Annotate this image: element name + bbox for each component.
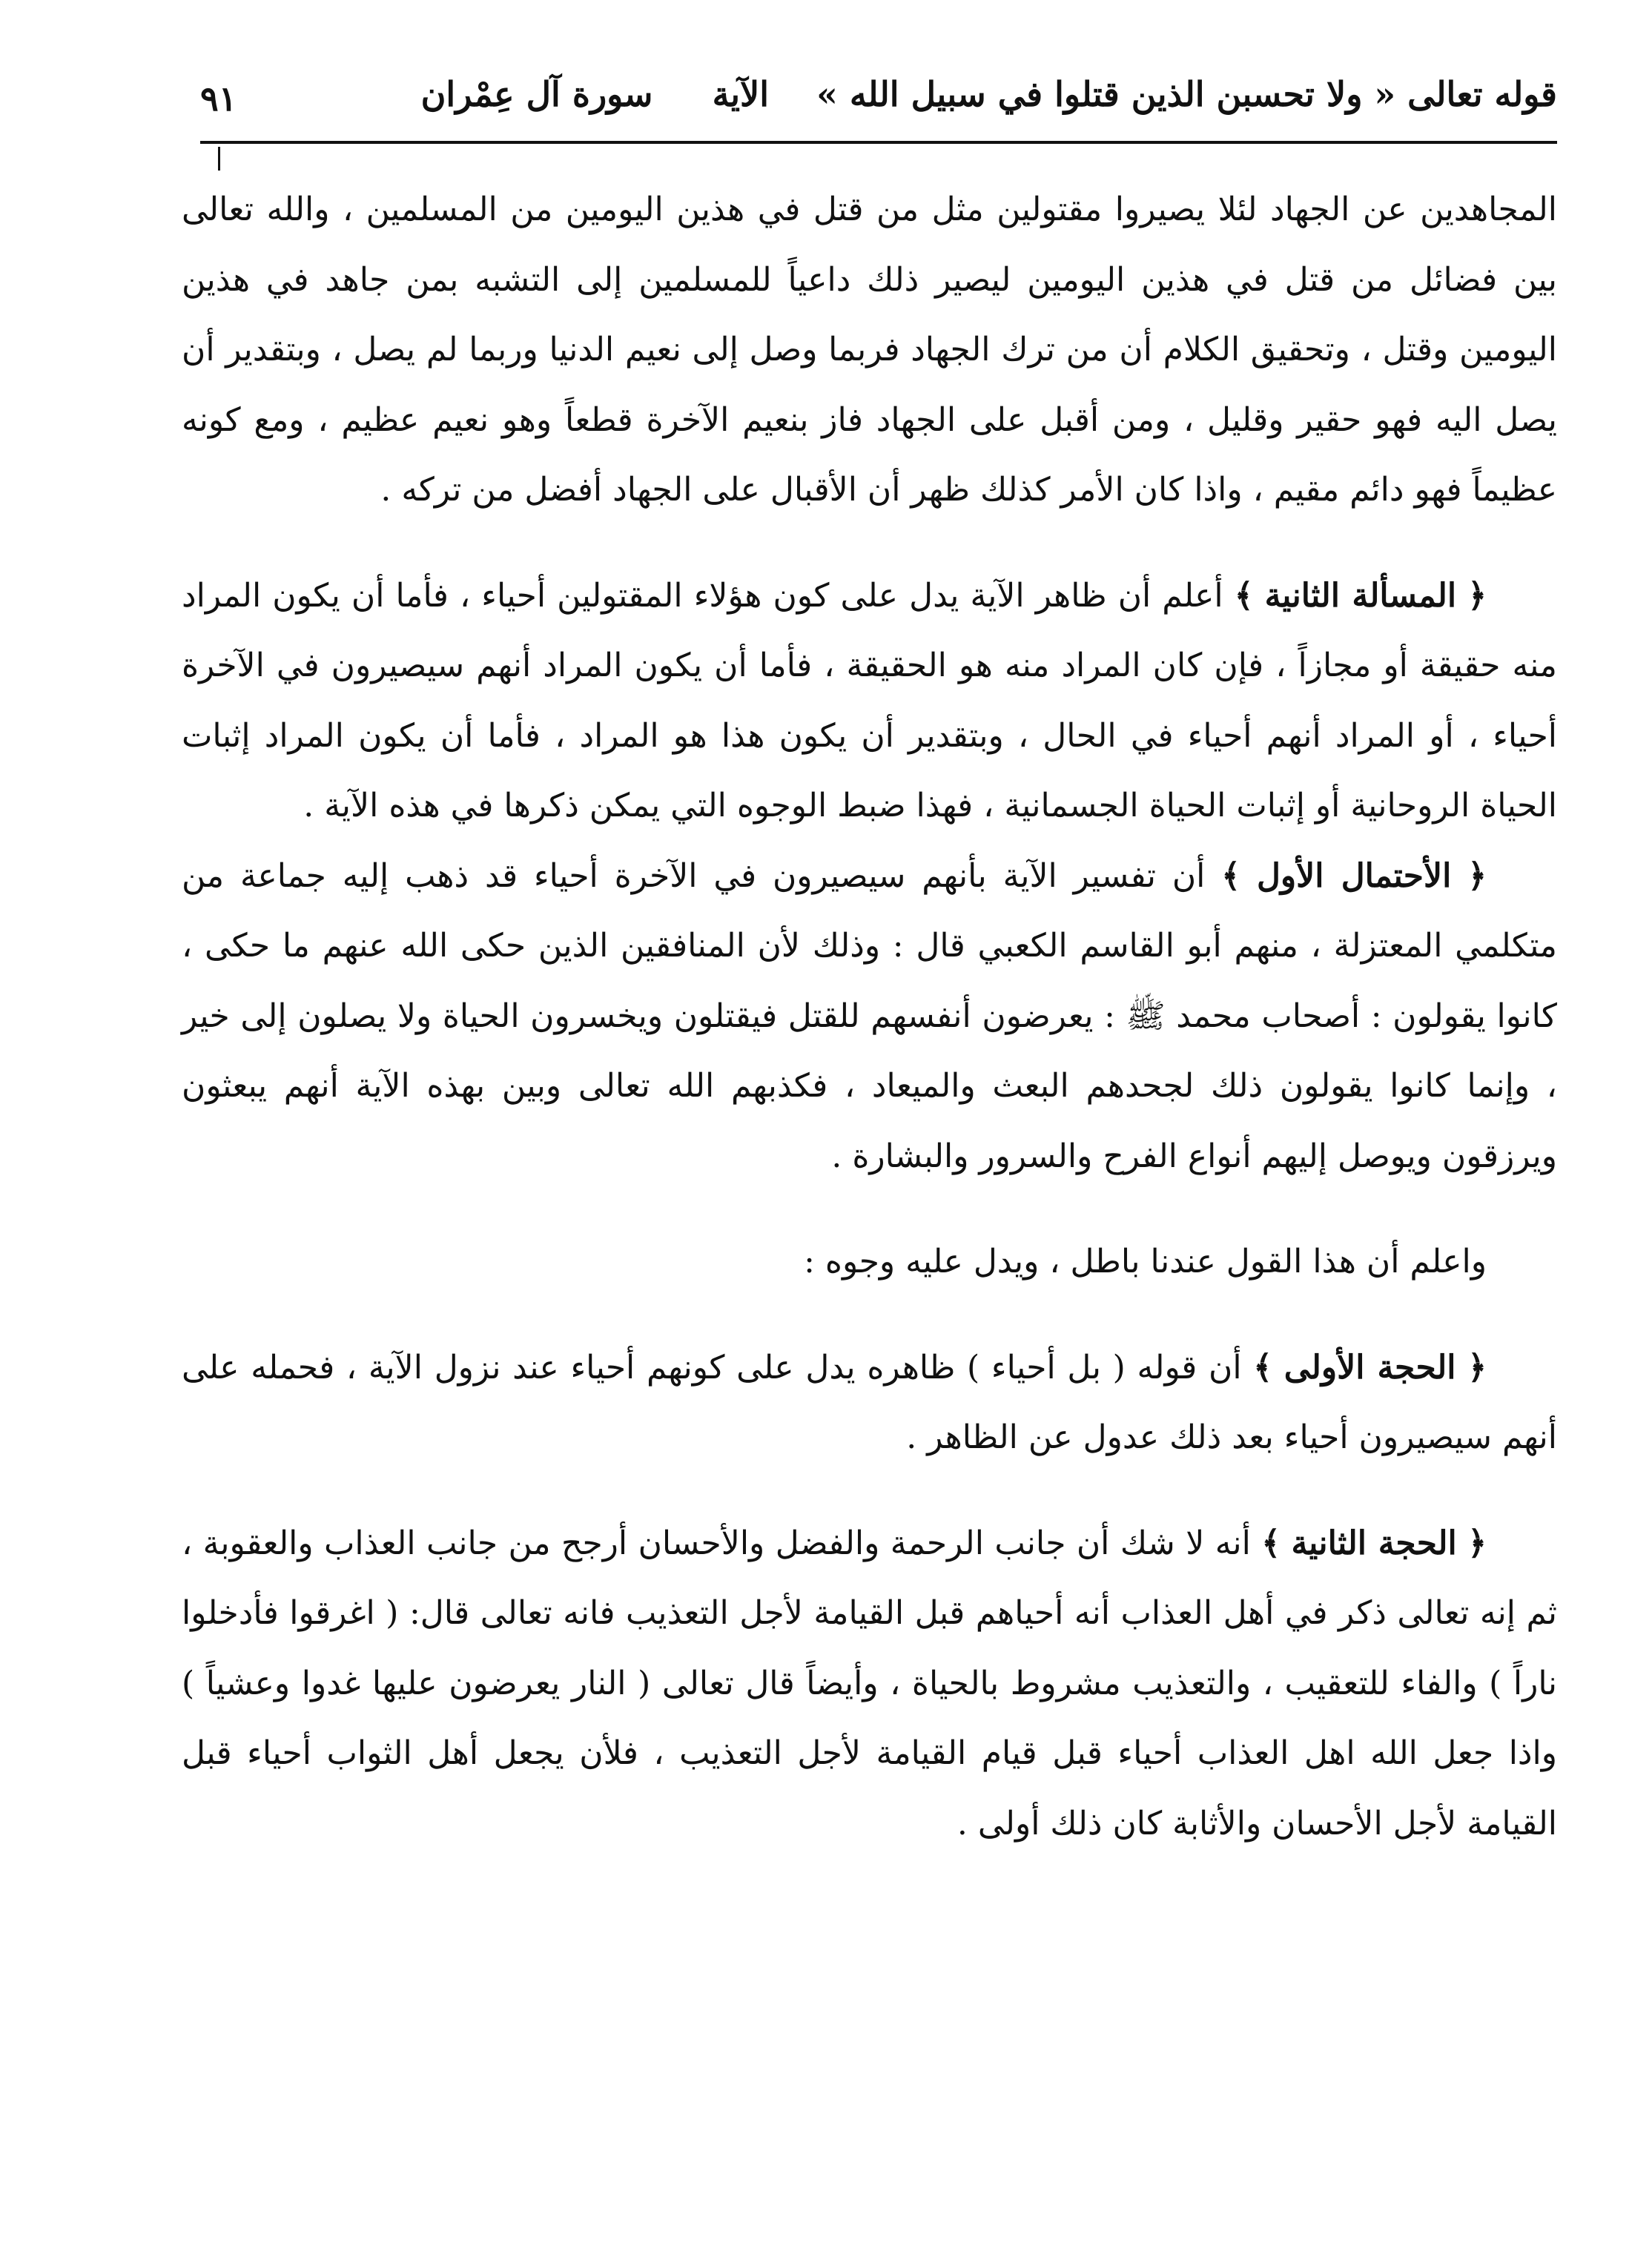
- paragraph-statement: واعلم أن هذا القول عندنا باطل ، ويدل عليه وجوه :: [804, 1243, 1487, 1280]
- ornate-bracket-close: ﴾: [1253, 1348, 1273, 1387]
- ornate-bracket-open: ﴿: [1467, 856, 1487, 895]
- ornate-bracket-close: ﴾: [1234, 576, 1254, 615]
- ornate-bracket-open: ﴿: [1467, 1524, 1487, 1562]
- paragraph-gap: [182, 1473, 1557, 1509]
- paragraph-gap: [182, 1192, 1557, 1227]
- paragraph-intro: المجاهدين عن الجهاد لئلا يصيروا مقتولين مثل من قتل في هذين اليومين من المسلمين ، والله تعالى بين فضائل من قتل في هذين اليومين ليصير ذلك داعياً للمسلمين إلى التشبه بمن جاهد في هذين اليومين وقتل ، وتحقيق الكلام أن من ترك الجهاد فربما وصل إلى نعيم الدنيا وربما لم يصل ، وبتقدير أن يصل اليه فهو حقير وقليل ، ومن أقبل على الجهاد فاز بنعيم الآخرة قطعاً وهو نعيم عظيم ، ومع كونه عظيماً فهو دائم مقيم ، واذا كان الأمر كذلك ظهر أن الأقبال على الجهاد أفضل من تركه .: [182, 191, 1557, 509]
- header-title-verse: الآية: [712, 74, 770, 114]
- body-text: [182, 175, 1557, 1859]
- paragraph-hujja-2-text: أنه لا شك أن جانب الرحمة والفضل والأحسان أرجح من جانب العذاب والعقوبة ، ثم إنه تعالى ذكر في أهل العذاب أنه أحياهم قبل القيامة لأجل التعذيب فانه تعالى قال: ( اغرقوا فأدخلوا ناراً ) والفاء للتعقيب ، والتعذيب مشروط بالحياة ، وأيضاً قال تعالى ( النار يعرضون عليها غدوا وعشياً ) واذا جعل الله اهل العذاب أحياء قبل قيام القيامة لأجل التعذيب ، فلأن يجعل أهل الثواب أحياء قبل القيامة لأجل الأحسان والأثابة كان ذلك أولى .: [182, 1524, 1557, 1843]
- paragraph-masala-2-text: أعلم أن ظاهر الآية يدل على كون هؤلاء المقتولين أحياء ، فأما أن يكون المراد منه حقيقة أو مجازاً ، فإن كان المراد منه هو الحقيقة ، فأما أن يكون المراد أنهم سيصيرون في الآخرة أحياء ، أو المراد أنهم أحياء في الحال ، وبتقدير أن يكون هذا هو المراد ، فأما أن يكون المراد إثبات الحياة الروحانية أو إثبات الحياة الجسمانية ، فهذا ضبط الوجوه التي يمكن ذكرها في هذه الآية .: [182, 576, 1557, 825]
- paragraph-gap: [182, 1298, 1557, 1333]
- header-title-quote: قوله تعالى « ولا تحسبن الذين قتلوا في سبيل الله »: [816, 74, 1557, 114]
- paragraph-ihtimal-1-text: أن تفسير الآية بأنهم سيصيرون في الآخرة أحياء قد ذهب إليه جماعة من متكلمي المعتزلة ، منهم أبو القاسم الكعبي قال : وذلك لأن المنافقين الذين حكى الله عنهم ما حكى ، كانوا يقولون : أصحاب محمد ﷺ : يعرضون أنفسهم للقتل فيقتلون ويخسرون الحياة ولا يصلون إلى خير ، وإنما كانوا يقولون ذلك لجحدهم البعث والميعاد ، فكذبهم الله تعالى وبين بهذه الآية أنهم يبعثون ويرزقون ويوصل إليهم أنواع الفرح والسرور والبشارة .: [182, 856, 1557, 1175]
- section-heading-hujja-2: الحجة الثانية: [1291, 1524, 1457, 1562]
- paragraph-gap: [182, 526, 1557, 561]
- page-number: ٩١: [200, 79, 237, 119]
- paragraph-hujja-2: [182, 1509, 1557, 1860]
- ornate-bracket-open: ﴿: [1467, 1348, 1487, 1387]
- paragraph-masala-2: [182, 561, 1557, 842]
- ornate-bracket-close: ﴾: [1261, 1524, 1281, 1562]
- header-title-surah: سورة آل عِمْران: [420, 74, 653, 114]
- margin-tick-mark: [218, 147, 220, 171]
- header-title: [421, 74, 1557, 114]
- section-heading-masala-2: المسألة الثانية: [1264, 576, 1457, 615]
- paragraph-hujja-1: [182, 1333, 1557, 1473]
- header-rule: [200, 141, 1557, 144]
- paragraph-hujja-1-text: أن قوله ( بل أحياء ) ظاهره يدل على كونهم أحياء عند نزول الآية ، فحمله على أنهم سيصيرون أحياء بعد ذلك عدول عن الظاهر .: [182, 1348, 1557, 1456]
- ornate-bracket-close: ﴾: [1221, 856, 1241, 895]
- section-heading-ihtimal-1: الأحتمال الأول: [1256, 856, 1452, 895]
- ornate-bracket-open: ﴿: [1467, 576, 1487, 615]
- paragraph-ihtimal-1: [182, 842, 1557, 1192]
- running-header: [200, 74, 1557, 141]
- section-heading-hujja-1: الحجة الأولى: [1283, 1348, 1456, 1387]
